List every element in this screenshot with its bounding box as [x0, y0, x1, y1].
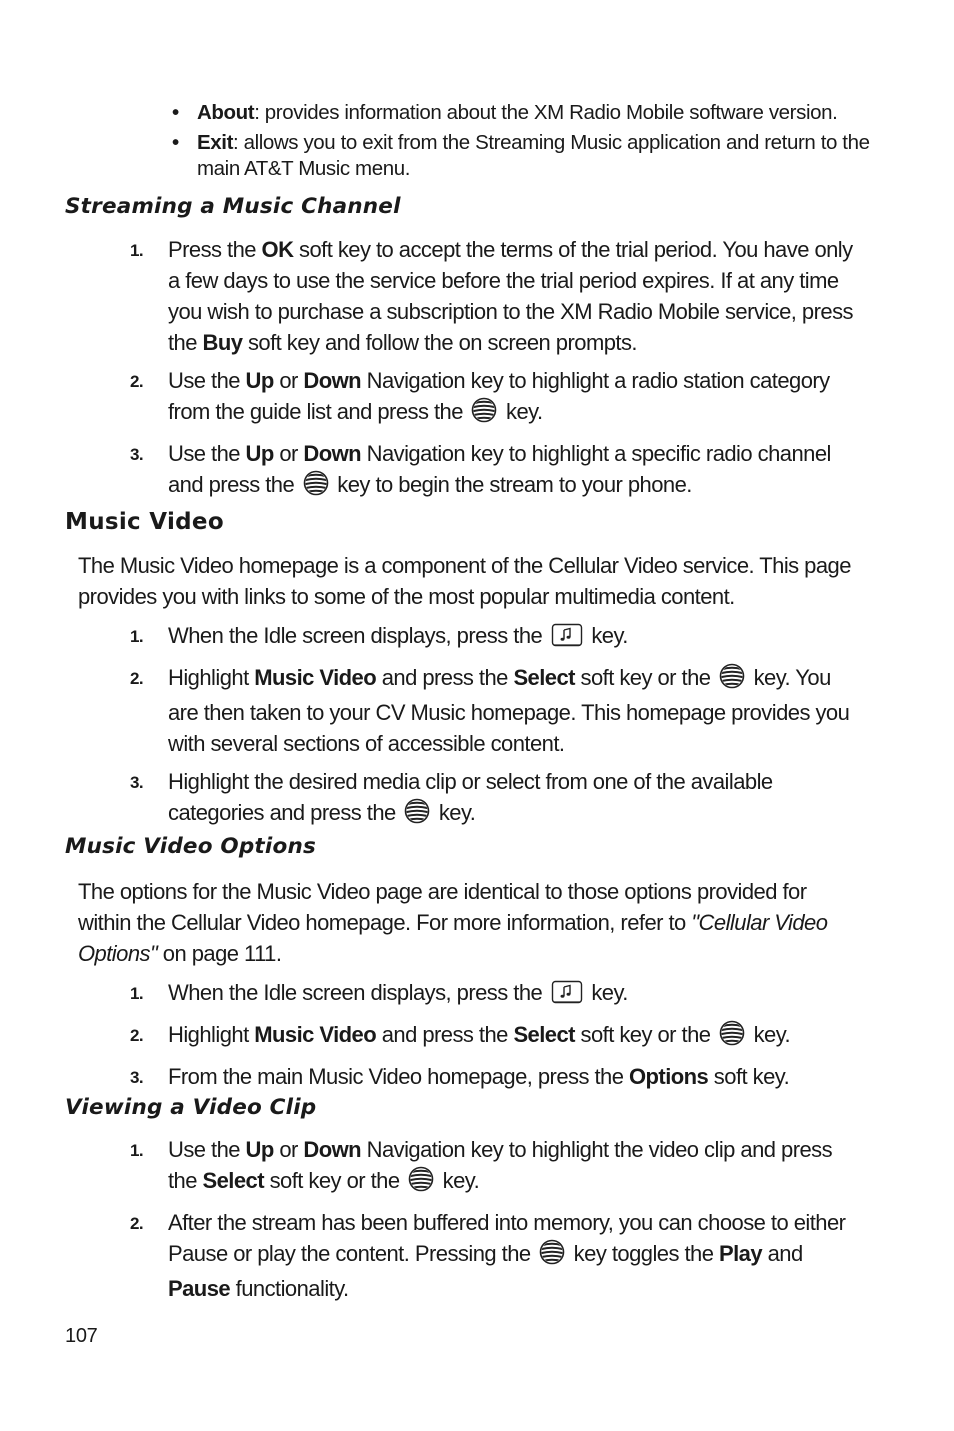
list-item: 2. Highlight Music Video and press the Select soft key or the key. [130, 1019, 860, 1054]
att-globe-icon [719, 663, 745, 697]
list-item: 1. When the Idle screen displays, press the key. [130, 977, 860, 1012]
section-heading-streaming: Streaming a Music Channel [65, 194, 401, 219]
list-item: 3. From the main Music Video homepage, press the Options soft key. [130, 1064, 790, 1089]
list-item: 2. Highlight Music Video and press the Select soft key or the key. You are then taken to your CV Music homepage. This homepage provides you with several sections of accessible content. [130, 665, 850, 756]
steps-options [130, 977, 860, 1099]
term-label: Exit [197, 131, 233, 154]
att-globe-icon [303, 470, 329, 504]
intro-paragraph: The Music Video homepage is a component of the Cellular Video service. This page provides you with links to some of the most popular multimedia content. [78, 553, 851, 609]
list-item: 1. When the Idle screen displays, press the key. [130, 620, 860, 655]
term-label: About [197, 101, 255, 124]
intro-paragraph: The options for the Music Video page are identical to those options provided for within the Cellular Video homepage. For more information, refer to "Cellular Video Options" on page 111. [78, 879, 828, 966]
list-item: 3. Use the Up or Down Navigation key to highlight a specific radio channel and press the key to begin the stream to your phone. [130, 438, 860, 504]
section-heading-music-video: Music Video [65, 509, 224, 535]
music-note-key-icon [551, 623, 583, 655]
list-item: 1. Press the OK soft key to accept the terms of the trial period. You have only a few days to use the service before the trial period expires. If at any time you wish to purchase a subscription to the XM Radio Mobile service, press the Buy soft key and follow the on screen prompts. [130, 237, 853, 355]
steps-music-video [130, 620, 860, 839]
steps-streaming [130, 234, 860, 511]
bullet-list [172, 100, 872, 186]
list-item: • Exit: allows you to exit from the Streaming Music application and return to the main AT&T Music menu. [172, 131, 870, 180]
att-globe-icon [471, 397, 497, 431]
list-item: 2. After the stream has been buffered into memory, you can choose to either Pause or play the content. Pressing the key toggles the Play and Pause functionality. [130, 1210, 846, 1301]
att-globe-icon [539, 1239, 565, 1273]
list-item: 3. Highlight the desired media clip or select from one of the available categories and press the key. [130, 766, 860, 832]
steps-viewing [130, 1134, 860, 1311]
cross-reference-link[interactable]: "Cellular Video Options" [78, 910, 828, 966]
att-globe-icon [408, 1166, 434, 1200]
music-note-key-icon [551, 980, 583, 1012]
section-heading-viewing: Viewing a Video Clip [65, 1095, 317, 1120]
list-item: 2. Use the Up or Down Navigation key to highlight a radio station category from the guide list and press the key. [130, 365, 860, 431]
list-item: 1. Use the Up or Down Navigation key to highlight the video clip and press the Select soft key or the key. [130, 1134, 860, 1200]
page-number: 107 [65, 1325, 98, 1347]
section-heading-options: Music Video Options [65, 834, 316, 859]
att-globe-icon [719, 1020, 745, 1054]
list-item: • About: provides information about the XM Radio Mobile software version. [172, 101, 838, 124]
att-globe-icon [404, 798, 430, 832]
